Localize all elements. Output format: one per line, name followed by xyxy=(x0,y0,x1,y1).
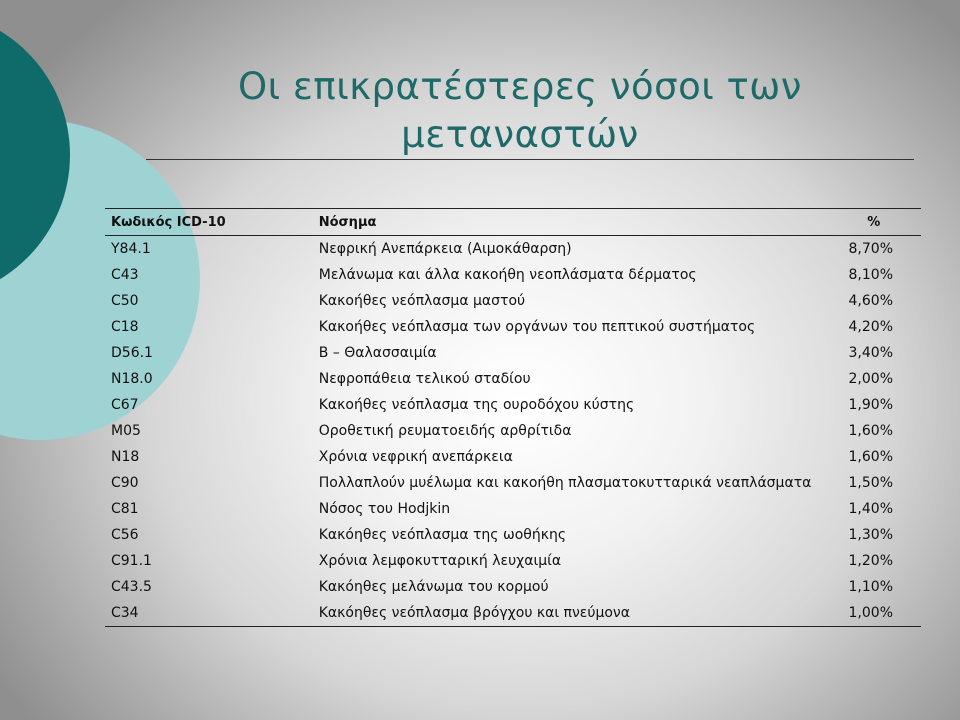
cell-disease: Νεφροπάθεια τελικού σταδίου xyxy=(318,371,531,387)
cell-disease: Μελάνωμα και άλλα κακοήθη νεοπλάσματα δέρματος xyxy=(318,267,697,283)
cell-disease: Κακοήθες νεόπλασμα της ουροδόχου κύστης xyxy=(318,397,635,413)
cell-code: C50 xyxy=(111,293,139,309)
table-row xyxy=(105,600,921,627)
cell-percent: 4,60% xyxy=(848,293,893,309)
cell-percent: 1,60% xyxy=(848,449,893,465)
header-percent: % xyxy=(827,209,921,236)
cell-percent: 3,40% xyxy=(848,345,893,361)
cell-percent: 2,00% xyxy=(848,371,893,387)
cell-percent: 1,00% xyxy=(827,600,921,627)
cell-code: C43 xyxy=(111,267,139,283)
cell-code: C67 xyxy=(111,397,139,413)
cell-percent: 1,10% xyxy=(848,579,893,595)
table-row xyxy=(105,366,921,392)
cell-code: C43.5 xyxy=(111,579,152,595)
cell-percent: 8,70% xyxy=(848,241,893,257)
cell-disease: Πολλαπλούν μυέλωμα και κακοήθη πλασματοκυτταρικά νεαπλάσματα xyxy=(318,475,812,491)
diseases-table xyxy=(105,208,921,627)
cell-percent: 4,20% xyxy=(848,319,893,335)
cell-disease: Κακόηθες νεόπλασμα βρόγχου και πνεύμονα xyxy=(313,600,827,627)
cell-percent: 1,40% xyxy=(848,501,893,517)
cell-disease: Β – Θαλασσαιμία xyxy=(318,345,437,361)
cell-code: C91.1 xyxy=(111,553,152,569)
table-row xyxy=(105,522,921,548)
cell-code: C56 xyxy=(111,527,139,543)
cell-percent: 8,10% xyxy=(848,267,893,283)
table-row xyxy=(105,470,921,496)
header-disease: Νόσημα xyxy=(313,209,827,236)
cell-disease: Χρόνια νεφρική ανεπάρκεια xyxy=(318,449,513,465)
cell-percent: 1,30% xyxy=(848,527,893,543)
cell-disease: Κακοήθες νεόπλασμα μαστού xyxy=(318,293,526,309)
cell-percent: 1,60% xyxy=(848,423,893,439)
table-row xyxy=(105,496,921,522)
cell-percent: 1,90% xyxy=(848,397,893,413)
cell-disease: Νόσος του Hodjkin xyxy=(318,501,451,517)
table-row xyxy=(105,340,921,366)
table-row xyxy=(105,548,921,574)
cell-code: M05 xyxy=(111,423,141,439)
cell-code: C18 xyxy=(111,319,139,335)
cell-code: Y84.1 xyxy=(111,241,151,257)
table-row xyxy=(105,418,921,444)
table-row xyxy=(105,392,921,418)
cell-disease: Κακόηθες νεόπλασμα της ωοθήκης xyxy=(318,527,567,543)
header-code: Κωδικός ICD-10 xyxy=(105,209,313,236)
table-row xyxy=(105,314,921,340)
cell-code: N18 xyxy=(111,449,140,465)
table-row xyxy=(105,444,921,470)
cell-disease: Κακοήθες νεόπλασμα των οργάνων του πεπτικού συστήματος xyxy=(318,319,756,335)
cell-disease: Νεφρική Ανεπάρκεια (Αιμοκάθαρση) xyxy=(318,241,572,257)
cell-code: C90 xyxy=(111,475,139,491)
cell-percent: 1,20% xyxy=(848,553,893,569)
cell-code: C81 xyxy=(111,501,139,517)
cell-percent: 1,50% xyxy=(848,475,893,491)
cell-code: N18.0 xyxy=(111,371,153,387)
table-row xyxy=(105,262,921,288)
cell-code: D56.1 xyxy=(111,345,153,361)
title-divider xyxy=(146,159,914,160)
cell-disease: Χρόνια λεμφοκυτταρική λευχαιμία xyxy=(318,553,562,569)
cell-disease: Οροθετική ρευματοειδής αρθρίτιδα xyxy=(318,423,572,439)
table-header-row xyxy=(105,209,921,236)
cell-code: C34 xyxy=(105,600,313,627)
table-row xyxy=(105,288,921,314)
cell-disease: Κακόηθες μελάνωμα του κορμού xyxy=(318,579,549,595)
slide-title: Οι επικρατέστερες νόσοι των μεταναστών xyxy=(238,64,802,156)
table-row xyxy=(105,574,921,600)
table-row xyxy=(105,236,921,263)
